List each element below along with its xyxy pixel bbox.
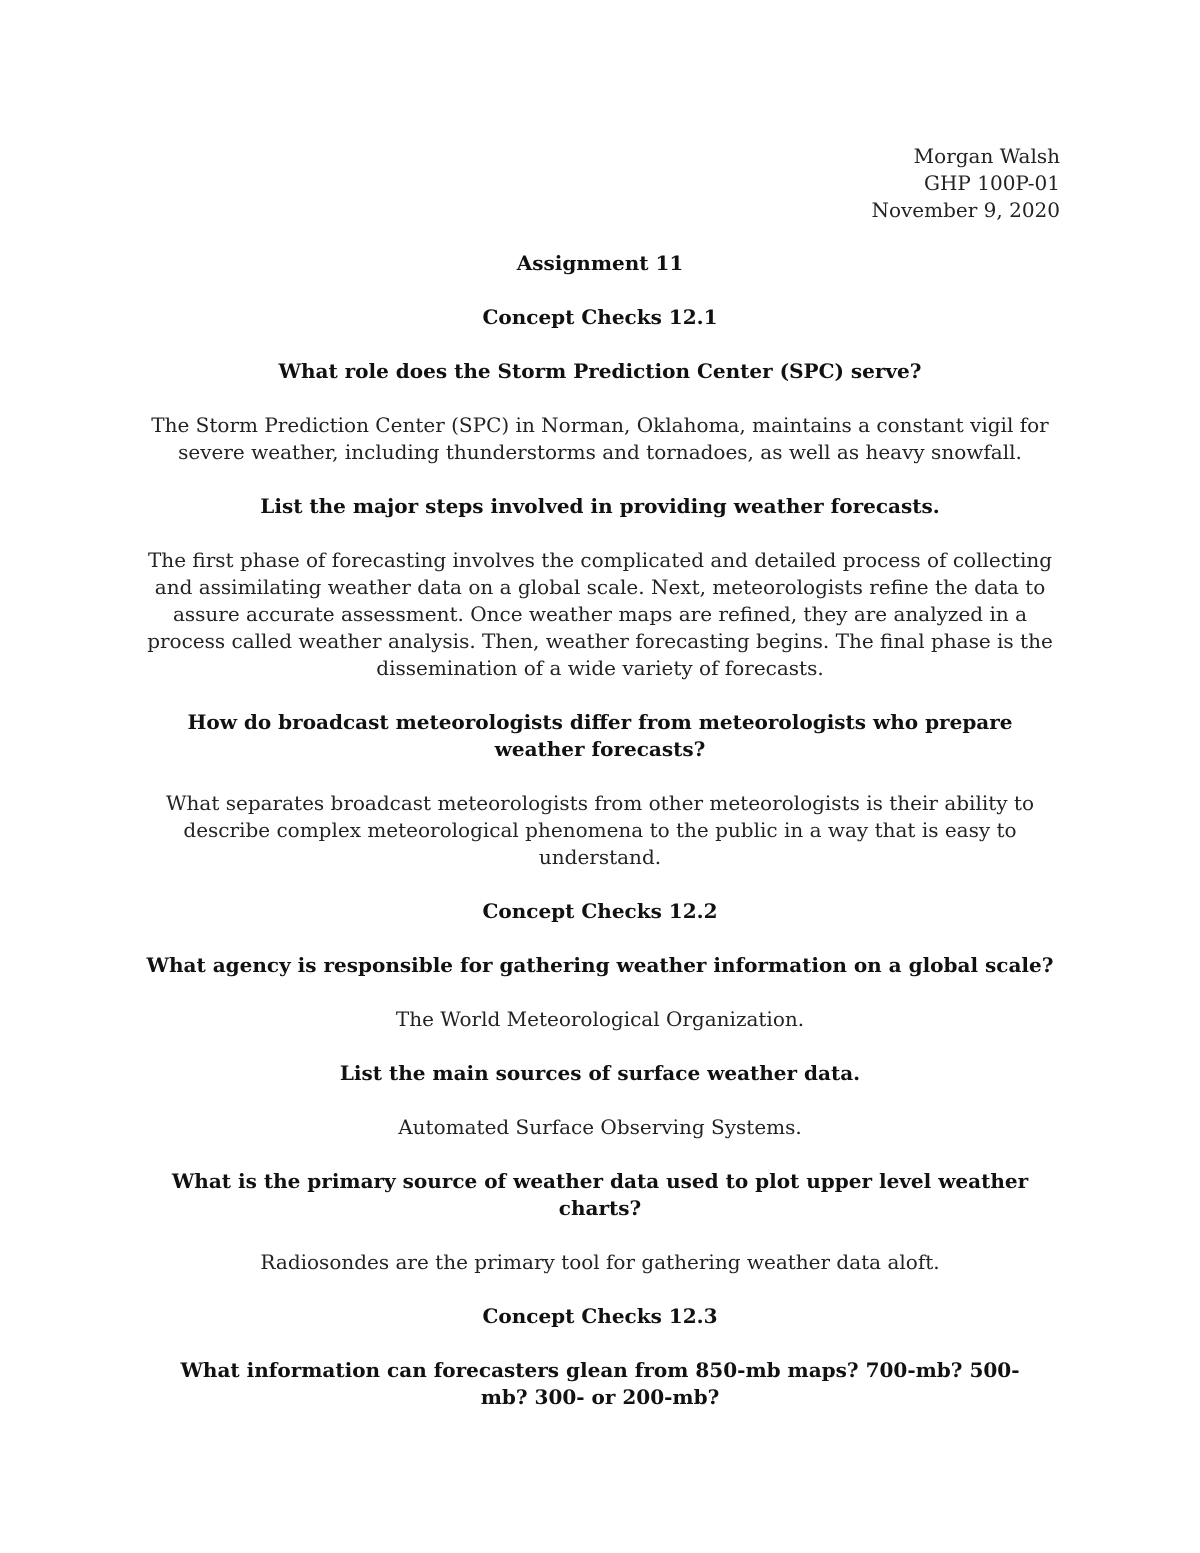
question: What role does the Storm Prediction Center (SPC) serve? — [278, 359, 922, 383]
answer: The Storm Prediction Center (SPC) in Norman, Oklahoma, maintains a constant vigil for severe weather, including thunderstorms and tornadoes, as well as heavy snowfall. — [151, 413, 1049, 464]
question: How do broadcast meteorologists differ from meteorologists who prepare weather forecasts? — [187, 710, 1013, 761]
answer: Radiosondes are the primary tool for gathering weather data aloft. — [260, 1250, 940, 1274]
question: List the main sources of surface weather data. — [339, 1061, 861, 1085]
question: What is the primary source of weather data used to plot upper level weather charts? — [171, 1169, 1029, 1220]
question: List the major steps involved in providing weather forecasts. — [260, 494, 940, 518]
course-code: GHP 100P-01 — [924, 171, 1060, 195]
document-body — [140, 250, 1060, 1438]
answer: The first phase of forecasting involves the complicated and detailed process of collecting and assimilating weather data on a global scale. Next, meteorologists refine the data to assure accurate assessment. Once weather maps are refined, they are analyzed in a process called weather analysis. Then, weather forecasting begins. The final phase is the dissemination of a wide variety of forecasts. — [147, 548, 1053, 680]
section-heading: Concept Checks 12.1 — [482, 305, 718, 329]
answer: What separates broadcast meteorologists from other meteorologists is their ability to describe complex meteorological phenomena to the public in a way that is easy to understand. — [165, 791, 1035, 869]
author-header — [871, 143, 1060, 224]
author-name: Morgan Walsh — [913, 144, 1060, 168]
section-heading: Concept Checks 12.3 — [482, 1304, 718, 1328]
question: What information can forecasters glean from 850-mb maps? 700-mb? 500-mb? 300- or 200-mb? — [180, 1358, 1020, 1409]
answer: Automated Surface Observing Systems. — [398, 1115, 802, 1139]
answer: The World Meteorological Organization. — [395, 1007, 805, 1031]
question: What agency is responsible for gathering weather information on a global scale? — [146, 953, 1054, 977]
section-heading: Concept Checks 12.2 — [482, 899, 718, 923]
submission-date: November 9, 2020 — [871, 198, 1060, 222]
document-title: Assignment 11 — [516, 251, 684, 275]
